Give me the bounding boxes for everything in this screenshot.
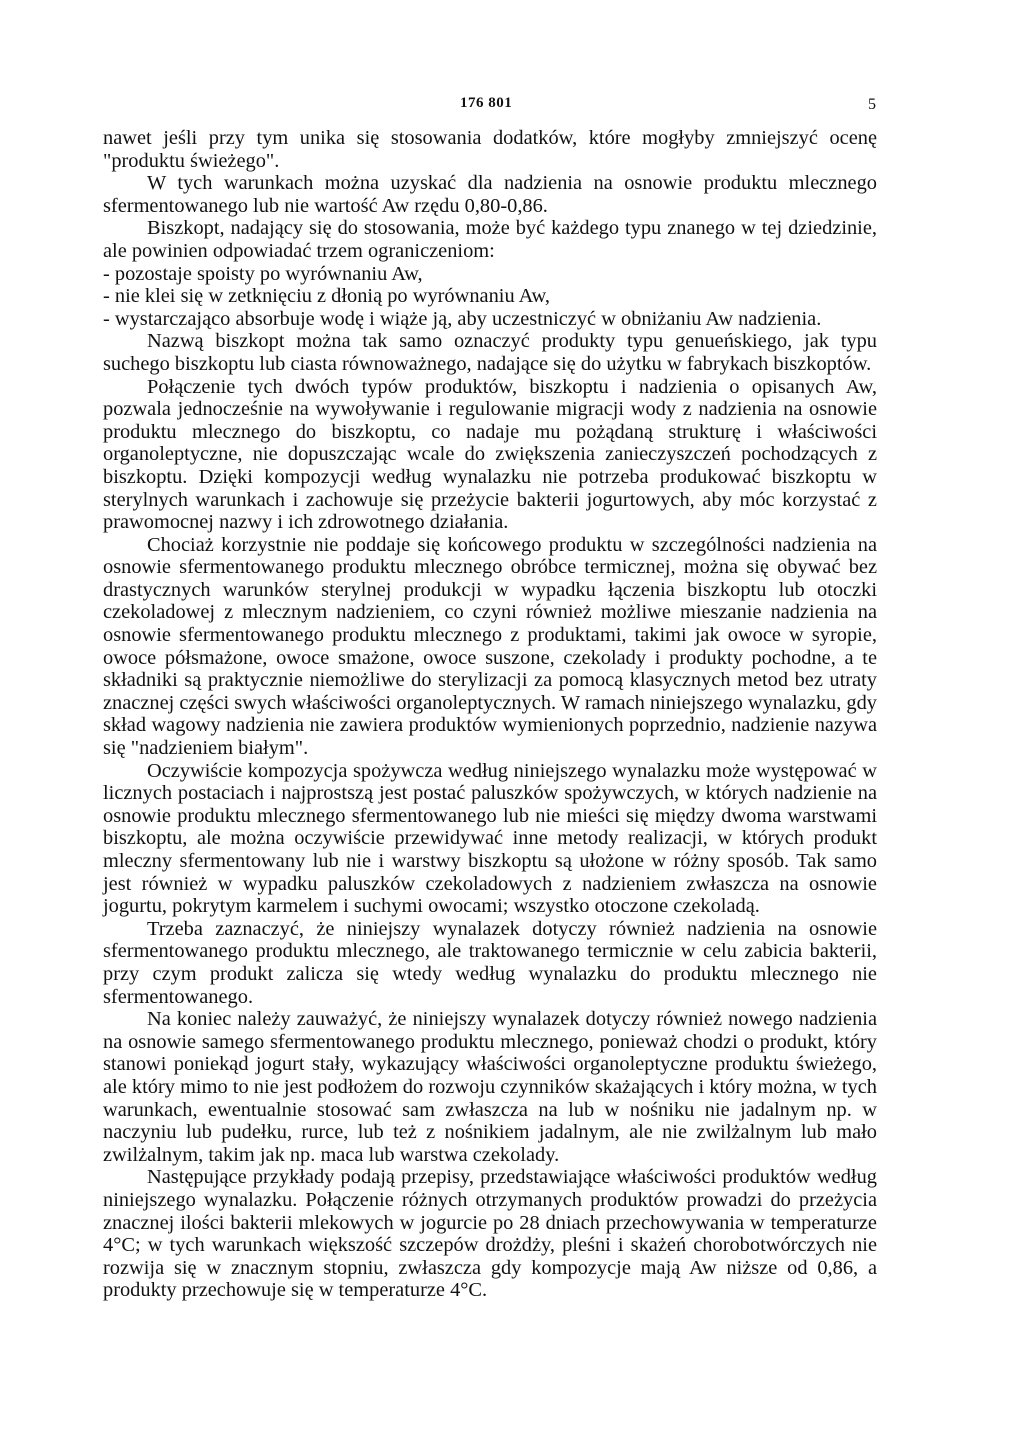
body-text	[103, 127, 877, 1302]
paragraph: Trzeba zaznaczyć, że niniejszy wynalazek dotyczy również nadzienia na osnowie sfermentowanego produktu mlecznego, ale traktowanego termicznie w celu zabicia bakterii, przy czym produkt zalicza się wtedy według wynalazku do produktu mlecznego nie sfermentowanego.	[103, 917, 877, 1008]
list-item: - wystarczająco absorbuje wodę i wiąże ją, aby uczestniczyć w obniżaniu Aw nadzienia.	[103, 307, 822, 330]
paragraph: Oczywiście kompozycja spożywcza według niniejszego wynalazku może występować w licznych postaciach i najprostszą jest postać paluszków spożywczych, w których nadzienie na osnowie produktu mlecznego sfermentowanego lub nie mieści się między dwoma warstwami biszkoptu, ale można oczywiście przewidywać inne metody realizacji, w których produkt mleczny sfermentowany lub nie i warstwy biszkoptu są ułożone w różny sposób. Tak samo jest również w wypadku paluszków czekoladowych z nadzieniem zwłaszcza na osnowie jogurtu, pokrytym karmelem i suchymi owocami; wszystko otoczone czekoladą.	[103, 759, 877, 918]
page-number: 5	[868, 96, 876, 113]
document-number: 176 801	[460, 95, 513, 111]
list-item: - pozostaje spoisty po wyrównaniu Aw,	[103, 262, 423, 285]
list-item: - nie klei się w zetknięciu z dłonią po wyrównaniu Aw,	[103, 285, 550, 308]
paragraph: W tych warunkach można uzyskać dla nadzienia na osnowie produktu mlecznego sfermentowanego lub nie wartość Aw rzędu 0,80-0,86.	[103, 172, 877, 217]
paragraph: Następujące przykłady podają przepisy, przedstawiające właściwości produktów według niniejszego wynalazku. Połączenie różnych otrzymanych produktów prowadzi do przeżycia znacznej ilości bakterii mlekowych w jogurcie po 28 dniach przechowywania w temperaturze 4°C; w tych warunkach większość szczepów drożdży, pleśni i skażeń chorobotwórczych nie rozwija się w znacznym stopniu, zwłaszcza gdy kompozycje mają Aw niższe od 0,86, a produkty przechowuje się w temperaturze 4°C.	[103, 1166, 877, 1302]
paragraph: Połączenie tych dwóch typów produktów, biszkoptu i nadzienia o opisanych Aw, pozwala jednocześnie na wywoływanie i regulowanie migracji wody z nadzienia na osnowie produktu mlecznego do biszkoptu, co nadaje mu pożądaną strukturę i właściwości organoleptyczne, nie dopuszczając wcale do zwiększenia zanieczyszczeń pochodzących z biszkoptu. Dzięki kompozycji według wynalazku nie potrzeba produkować biszkoptu w sterylnych warunkach i zachowuje się przeżycie bakterii jogurtowych, aby móc korzystać z prawomocnej nazwy i ich zdrowotnego działania.	[103, 375, 877, 534]
page-header	[0, 95, 1024, 119]
paragraph: Nazwą biszkopt można tak samo oznaczyć produkty typu genueńskiego, jak typu suchego biszkoptu lub ciasta równoważnego, nadające się do użytku w fabrykach biszkoptów.	[103, 330, 877, 375]
paragraph: nawet jeśli przy tym unika się stosowania dodatków, które mogłyby zmniejszyć ocenę "produktu świeżego".	[103, 127, 877, 172]
paragraph: Chociaż korzystnie nie poddaje się końcowego produktu w szczególności nadzienia na osnowie sfermentowanego produktu mlecznego obróbce termicznej, można się obywać bez drastycznych warunków sterylnej produkcji w wypadku łączenia biszkoptu lub otoczki czekoladowej z mlecznym nadzieniem, co czyni również możliwe mieszanie nadzienia na osnowie sfermentowanego produktu mlecznego z produktami, takimi jak owoce w syropie, owoce półsmażone, owoce smażone, owoce suszone, czekolady i produkty pochodne, a te składniki są praktycznie niemożliwe do sterylizacji za pomocą klasycznych metod bez utraty znacznej części swych właściwości organoleptycznych. W ramach niniejszego wynalazku, gdy skład wagowy nadzienia nie zawiera produktów wymienionych poprzednio, nadzienie nazywa się "nadzieniem białym".	[103, 533, 877, 760]
paragraph: Na koniec należy zauważyć, że niniejszy wynalazek dotyczy również nowego nadzienia na osnowie samego sfermentowanego produktu mlecznego, ponieważ chodzi o produkt, który stanowi poniekąd jogurt stały, wykazujący właściwości organoleptyczne produktu świeżego, ale który mimo to nie jest podłożem do rozwoju czynników skażających i który można, w tych warunkach, ewentualnie stosować sam zwłaszcza na lub w nośniku nie jadalnym np. w naczyniu lub pudełku, rurce, lub też z nośnikiem jadalnym, ale nie zwilżalnym lub mało zwilżalnym, takim jak np. maca lub warstwa czekolady.	[103, 1008, 877, 1166]
paragraph: Biszkopt, nadający się do stosowania, może być każdego typu znanego w tej dziedzinie, ale powinien odpowiadać trzem ograniczeniom:	[103, 217, 877, 262]
